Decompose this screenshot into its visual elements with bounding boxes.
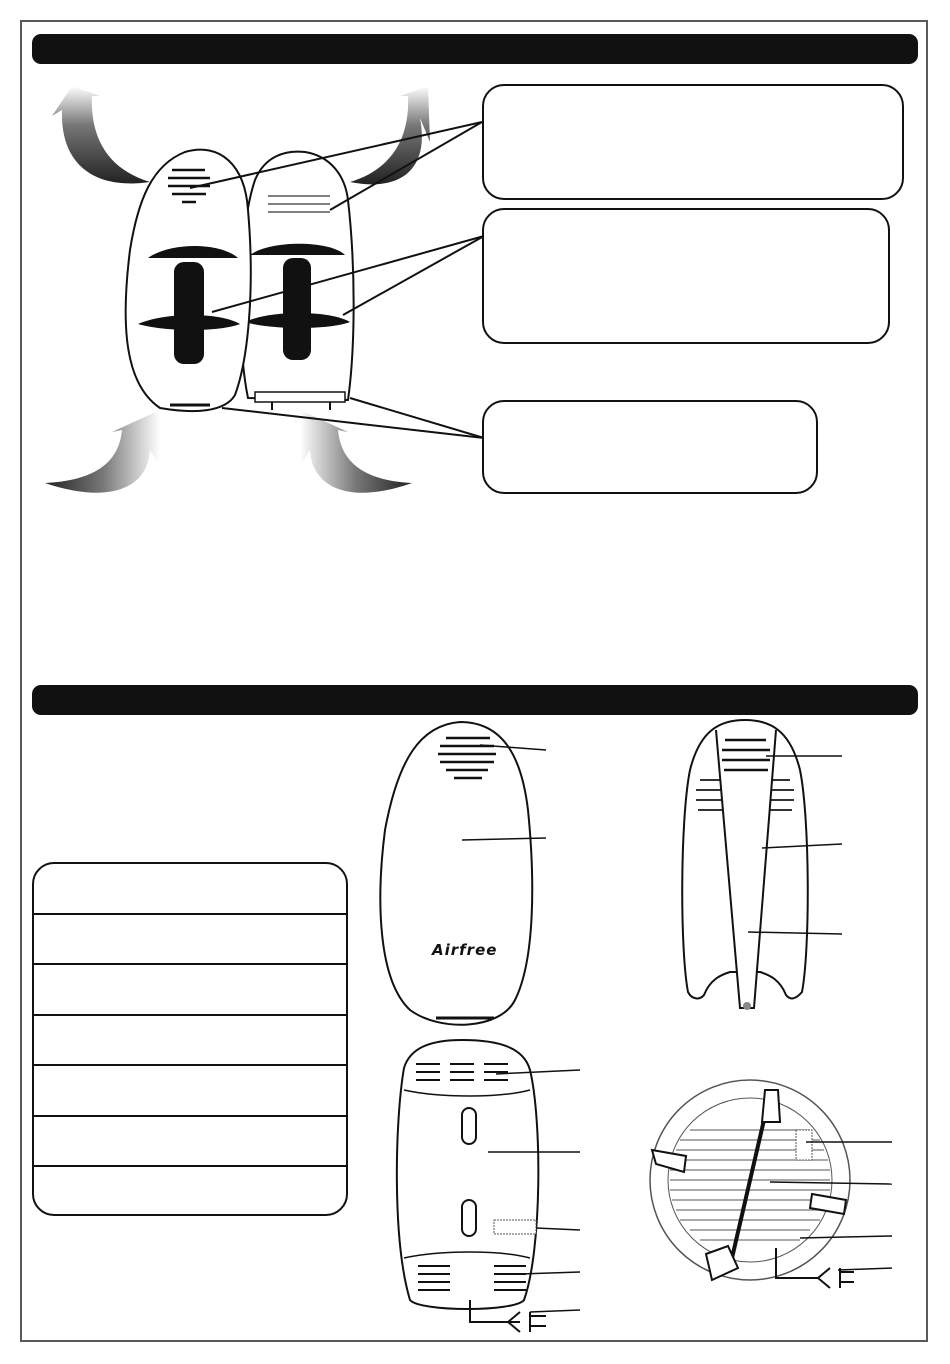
spec-row <box>34 1167 346 1216</box>
spec-row <box>34 965 346 1016</box>
airflow-arrow-icon <box>52 86 150 183</box>
spec-row <box>34 1016 346 1067</box>
spec-table <box>32 862 348 1216</box>
airflow-arrow-icon <box>45 410 160 493</box>
power-plug-icon <box>818 1268 854 1288</box>
brand-logo: Airfree <box>432 941 498 959</box>
device-front-view <box>380 722 546 1025</box>
spec-row <box>34 1066 346 1117</box>
device-side-view-front <box>126 150 251 411</box>
device-bottom-view <box>650 1080 892 1288</box>
spec-row <box>34 915 346 966</box>
callout-box-outlet <box>482 84 904 200</box>
spec-row <box>34 864 346 915</box>
airflow-arrow-icon <box>350 86 430 184</box>
spec-row <box>34 1117 346 1168</box>
callout-box-inlet <box>482 400 818 494</box>
device-side-view-back <box>240 152 353 410</box>
callout-box-core <box>482 208 890 344</box>
device-rear-panel-view <box>397 1040 580 1332</box>
device-back-view <box>682 720 842 1010</box>
